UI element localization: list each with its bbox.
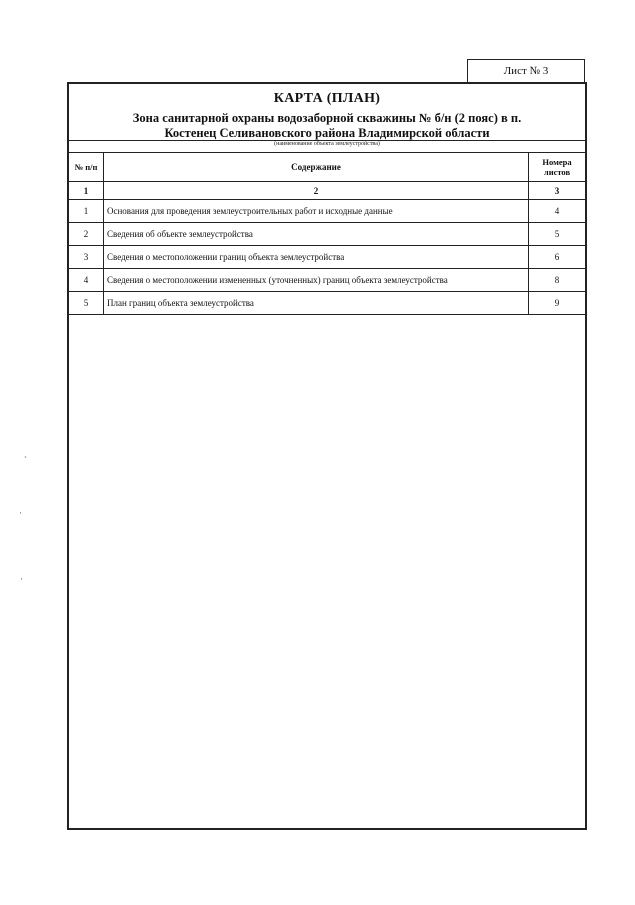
object-caption: (наименование объекта землеустройства) [274, 141, 380, 147]
row-num: 5 [69, 292, 104, 315]
row-pages: 4 [529, 200, 586, 223]
contents-table [69, 152, 585, 315]
table-row [69, 292, 585, 315]
table-row [69, 223, 585, 246]
header-num: № п/п [69, 153, 104, 182]
row-pages: 9 [529, 292, 586, 315]
row-pages: 6 [529, 246, 586, 269]
row-content: Основания для проведения землеустроительных работ и исходные данные [104, 200, 529, 223]
header-pages: Номера листов [529, 153, 586, 182]
row-num: 2 [69, 223, 104, 246]
row-pages: 5 [529, 223, 586, 246]
row-content: План границ объекта землеустройства [104, 292, 529, 315]
sheet-number-label: Лист № 3 [503, 65, 549, 77]
column-number: 2 [104, 182, 529, 200]
scan-speck: · [20, 574, 23, 584]
document-title: КАРТА (ПЛАН) [273, 91, 381, 106]
row-num: 1 [69, 200, 104, 223]
column-number: 3 [529, 182, 586, 200]
row-content: Сведения об объекте землеустройства [104, 223, 529, 246]
column-number: 1 [69, 182, 104, 200]
sheet-number-box [467, 59, 585, 82]
row-pages: 8 [529, 269, 586, 292]
header-content: Содержание [104, 153, 529, 182]
scan-speck: ˏ [24, 448, 27, 458]
table-row [69, 246, 585, 269]
table-row [69, 269, 585, 292]
row-content: Сведения о местоположении измененных (уточненных) границ объекта землеустройства [104, 269, 529, 292]
column-number-row [69, 182, 585, 200]
scan-speck: · [19, 508, 22, 518]
row-num: 3 [69, 246, 104, 269]
row-content: Сведения о местоположении границ объекта землеустройства [104, 246, 529, 269]
document-subtitle [73, 111, 581, 141]
table-row [69, 200, 585, 223]
map-plan-frame [67, 82, 587, 830]
row-num: 4 [69, 269, 104, 292]
subtitle-line-2: Костенец Селивановского района Владимирской области [164, 126, 490, 140]
subtitle-line-1: Зона санитарной охраны водозаборной скважины № б/н (2 пояс) в п. [132, 111, 522, 125]
contents-header-row [69, 153, 585, 182]
